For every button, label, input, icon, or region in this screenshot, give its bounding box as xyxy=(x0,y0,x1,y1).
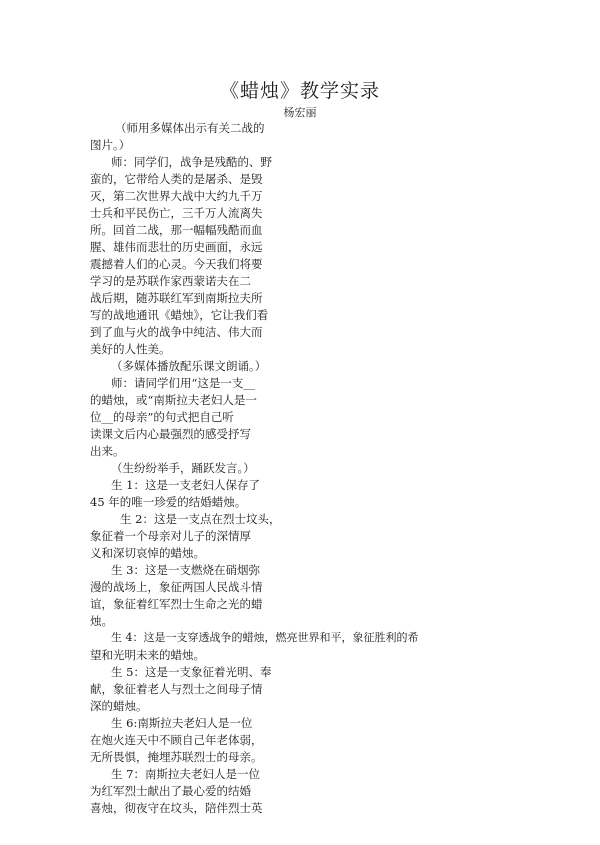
text-line: 图片。） xyxy=(90,138,131,152)
text-line: 义和深切哀悼的蜡烛。 xyxy=(90,546,205,560)
text-line: 谊，象征着红军烈士生命之光的蜡 xyxy=(90,597,263,611)
text-line: 的蜡烛，或“南斯拉夫老妇人是一 xyxy=(90,393,257,407)
text-line: 象征着一个母亲对儿子的深情厚 xyxy=(90,529,251,543)
text-line: 望和光明未来的蜡烛。 xyxy=(90,648,205,662)
text-line: 美好的人性美。 xyxy=(90,342,171,356)
text-line: 出来。 xyxy=(90,444,125,458)
text-line: 灭，第二次世界大战中大约九千万 xyxy=(90,189,263,203)
text-line: 学习的是苏联作家西蒙诺夫在二 xyxy=(90,274,251,288)
text-line: 士兵和平民伤亡，三千万人流离失 xyxy=(90,206,263,220)
page-title: 《蜡烛》教学实录 xyxy=(219,80,380,102)
text-line: （多媒体播放配乐课文朗诵。） xyxy=(111,359,267,373)
text-line: 生 1：这是一支老妇人保存了 xyxy=(111,478,260,492)
text-line: 震撼着人们的心灵。今天我们将要 xyxy=(90,257,263,271)
text-line: 深的蜡烛。 xyxy=(90,699,148,713)
text-line: 所。回首二战，那一幅幅残酷而血 xyxy=(90,223,263,237)
text-line: （生纷纷举手，踊跃发言。） xyxy=(111,461,255,475)
text-line: 师：请同学们用“这是一支__ xyxy=(111,376,255,390)
text-line: 献，象征着老人与烈士之间母子情 xyxy=(90,682,263,696)
text-line: 写的战地通讯《蜡烛》，它让我们看 xyxy=(90,308,269,322)
text-line: 生 7：南斯拉夫老妇人是一位 xyxy=(111,767,260,781)
text-line: 到了血与火的战争中纯洁、伟大而 xyxy=(90,325,263,339)
text-line: 无所畏惧，掩埋苏联烈士的母亲。 xyxy=(90,750,263,764)
text-line: 生 3：这是一支燃烧在硝烟弥 xyxy=(111,563,260,577)
text-line: 生 2：这是一支点在烈士坟头， xyxy=(120,512,281,526)
text-line: （师用多媒体出示有关二战的 xyxy=(115,121,265,135)
text-line: 在炮火连天中不顾自己年老体弱， xyxy=(90,733,263,747)
text-line: 师：同学们，战争是残酷的、野 xyxy=(111,155,272,169)
text-line: 生 5：这是一支象征着光明、奉 xyxy=(111,665,272,679)
text-line: 45 年的唯一珍爱的结婚蜡烛。 xyxy=(90,495,247,509)
text-line: 位__的母亲”的句式把自己听 xyxy=(90,410,234,424)
text-line: 蛮的，它带给人类的是屠杀、是毁 xyxy=(90,172,263,186)
text-line: 战后期，随苏联红军到南斯拉夫所 xyxy=(90,291,263,305)
author-name: 杨宏丽 xyxy=(283,106,317,119)
text-line: 读课文后内心最强烈的感受抒写 xyxy=(90,427,251,441)
text-line: 漫的战场上，象征两国人民战斗情 xyxy=(90,580,263,594)
text-line: 生 4：这是一支穿透战争的蜡烛，燃亮世界和平，象征胜利的希 xyxy=(111,631,419,644)
text-line: 喜烛，彻夜守在坟头，陪伴烈士英 xyxy=(90,801,263,815)
text-line: 腥、雄伟而悲壮的历史画面，永远 xyxy=(90,240,263,254)
text-line: 烛。 xyxy=(90,614,113,628)
text-line: 生 6:南斯拉夫老妇人是一位 xyxy=(111,716,253,730)
text-line: 为红军烈士献出了最心爱的结婚 xyxy=(90,784,251,798)
